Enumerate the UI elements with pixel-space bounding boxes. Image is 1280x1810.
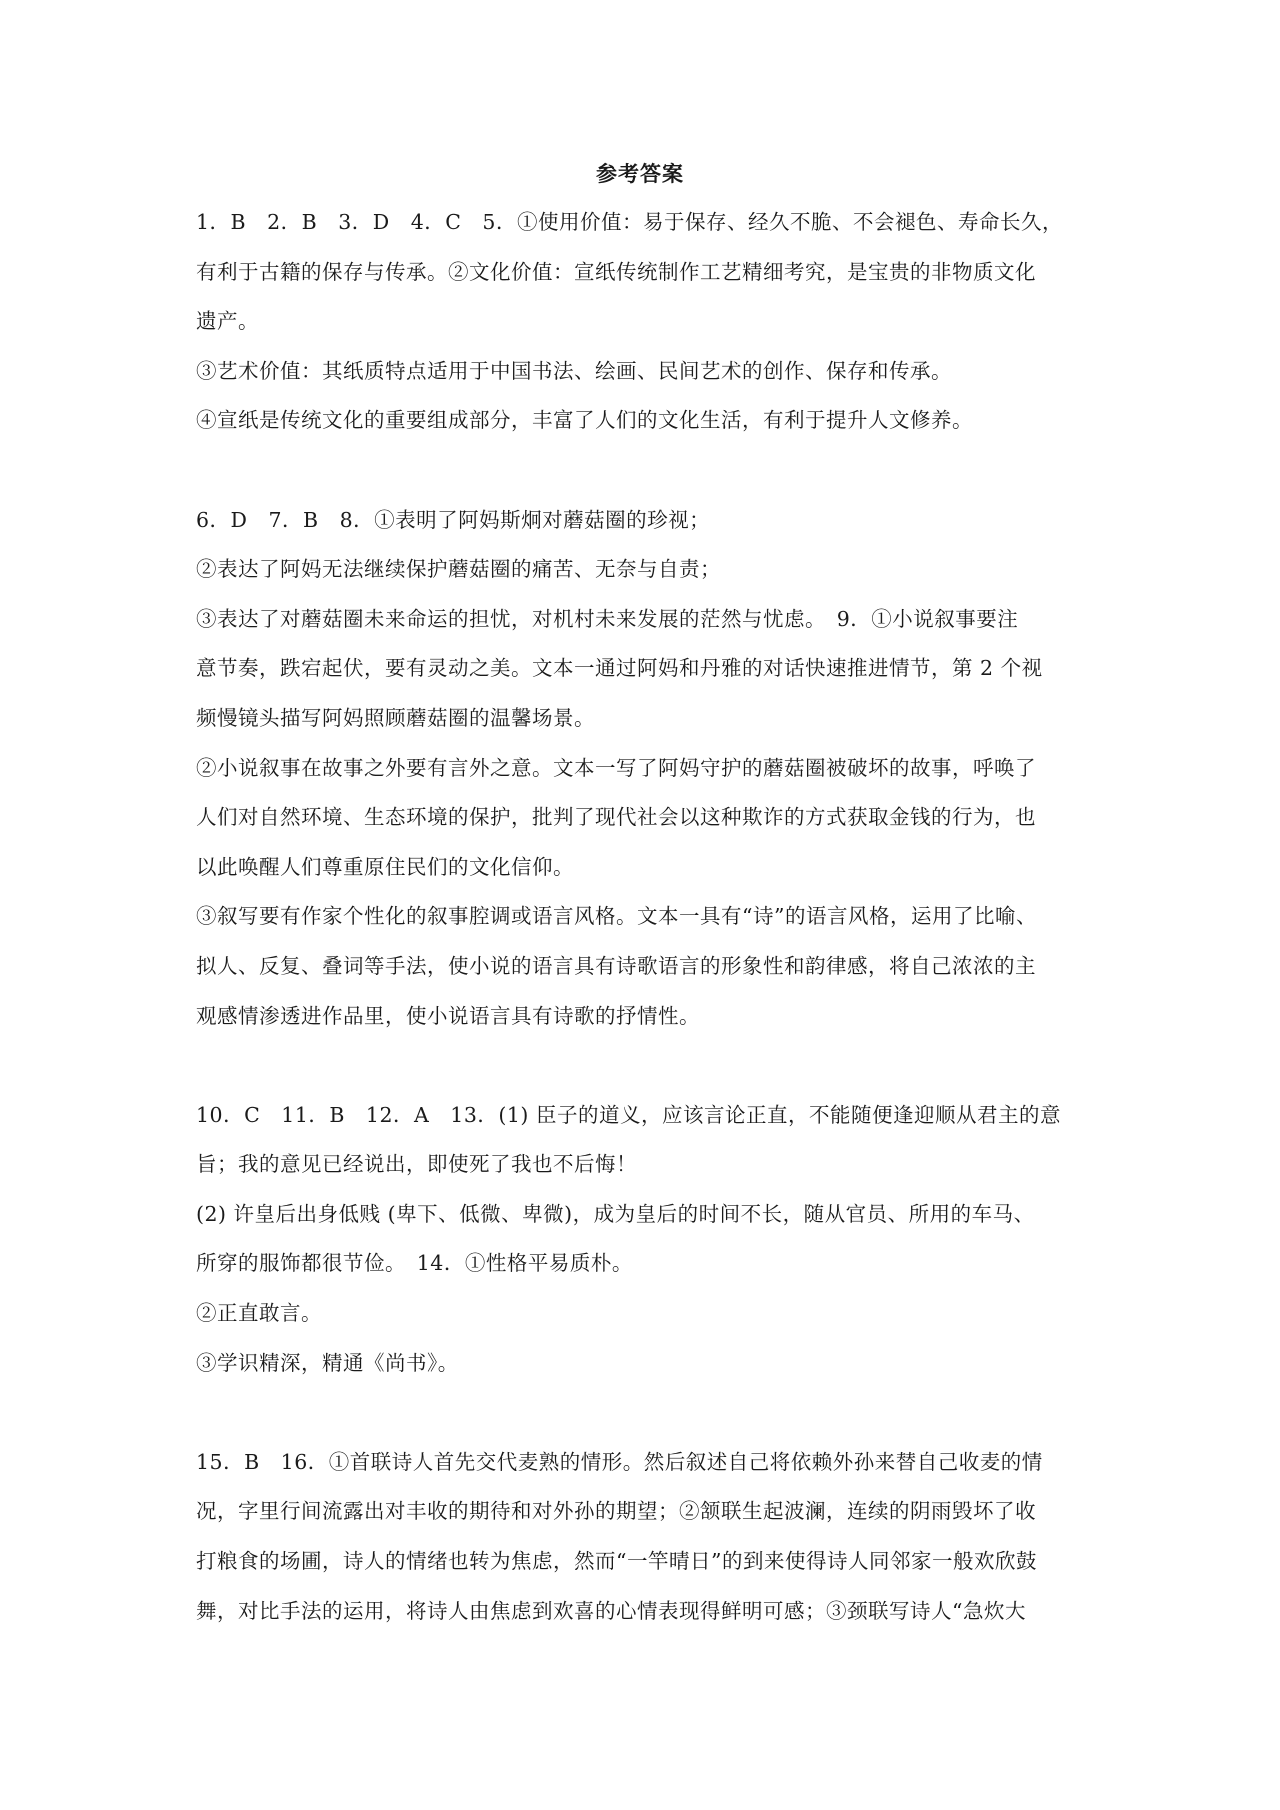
answer-line: (2) 许皇后出身低贱 (卑下、低微、卑微)，成为皇后的时间不长，随从官员、所用的车马、	[196, 1201, 1035, 1226]
answer-line: ②表达了阿妈无法继续保护蘑菇圈的痛苦、无奈与自责；	[196, 557, 721, 582]
answer-line: 旨；我的意见已经说出，即使死了我也不后悔！	[196, 1152, 637, 1177]
answer-line: 频慢镜头描写阿妈照顾蘑菇圈的温馨场景。	[196, 705, 595, 730]
answer-line: ③叙写要有作家个性化的叙事腔调或语言风格。文本一具有“诗”的语言风格，运用了比喻、	[196, 904, 1037, 929]
answer-line: 观感情渗透进作品里，使小说语言具有诗歌的抒情性。	[196, 1003, 700, 1028]
answer-line: ④宣纸是传统文化的重要组成部分，丰富了人们的文化生活，有利于提升人文修养。	[196, 408, 973, 433]
answer-line: 人们对自然环境、生态环境的保护，批判了现代社会以这种欺诈的方式获取金钱的行为，也	[196, 805, 1036, 830]
answer-line: ③表达了对蘑菇圈未来命运的担忧，对机村未来发展的茫然与忧虑。 9．①小说叙事要注	[196, 606, 1019, 631]
answer-line: 有利于古籍的保存与传承。②文化价值：宣纸传统制作工艺精细考究，是宝贵的非物质文化	[196, 259, 1036, 284]
answer-line: 意节奏，跌宕起伏，要有灵动之美。文本一通过阿妈和丹雅的对话快速推进情节，第 2 个视	[196, 656, 1043, 681]
answer-line: 舞，对比手法的运用，将诗人由焦虑到欢喜的心情表现得鲜明可感；③颈联写诗人“急炊大	[196, 1598, 1026, 1623]
page-title: 参考答案	[596, 161, 684, 186]
answer-line: ②正直敢言。	[196, 1301, 322, 1326]
answer-line: 打粮食的场圃，诗人的情绪也转为焦虑，然而“一竿晴日”的到来使得诗人同邻家一般欢欣鼓	[196, 1549, 1037, 1574]
answer-line: 1．B 2．B 3．D 4．C 5．①使用价值：易于保存、经久不脆、不会褪色、寿命长久，	[196, 210, 1063, 234]
answer-line: 15．B 16．①首联诗人首先交代麦熟的情形。然后叙述自己将依赖外孙来替自己收麦的情	[196, 1449, 1043, 1474]
answer-line: 况，字里行间流露出对丰收的期待和对外孙的期望；②颔联生起波澜，连续的阴雨毁坏了收	[196, 1499, 1036, 1524]
answer-line: ③艺术价值：其纸质特点适用于中国书法、绘画、民间艺术的创作、保存和传承。	[196, 358, 952, 383]
paragraph-gap	[196, 1388, 1096, 1438]
answer-line: 遗产。	[196, 309, 259, 334]
answer-line: 拟人、反复、叠词等手法，使小说的语言具有诗歌语言的形象性和韵律感，将自己浓浓的主	[196, 953, 1036, 978]
answer-line: 所穿的服饰都很节俭。 14．①性格平易质朴。	[196, 1251, 633, 1276]
paragraph-gap	[196, 446, 1096, 496]
answer-line: ②小说叙事在故事之外要有言外之意。文本一写了阿妈守护的蘑菇圈被破坏的故事，呼唤了	[196, 755, 1036, 780]
answer-line: 10．C 11．B 12．A 13．(1) 臣子的道义，应该言论正直，不能随便逢迎顺从君主的意	[196, 1102, 1061, 1127]
answer-body	[196, 198, 1096, 1636]
answer-line: 以此唤醒人们尊重原住民们的文化信仰。	[196, 854, 574, 879]
answer-line: ③学识精深，精通《尚书》。	[196, 1350, 459, 1375]
answer-line: 6．D 7．B 8．①表明了阿妈斯炯对蘑菇圈的珍视；	[196, 507, 711, 532]
paragraph-gap	[196, 1041, 1096, 1091]
